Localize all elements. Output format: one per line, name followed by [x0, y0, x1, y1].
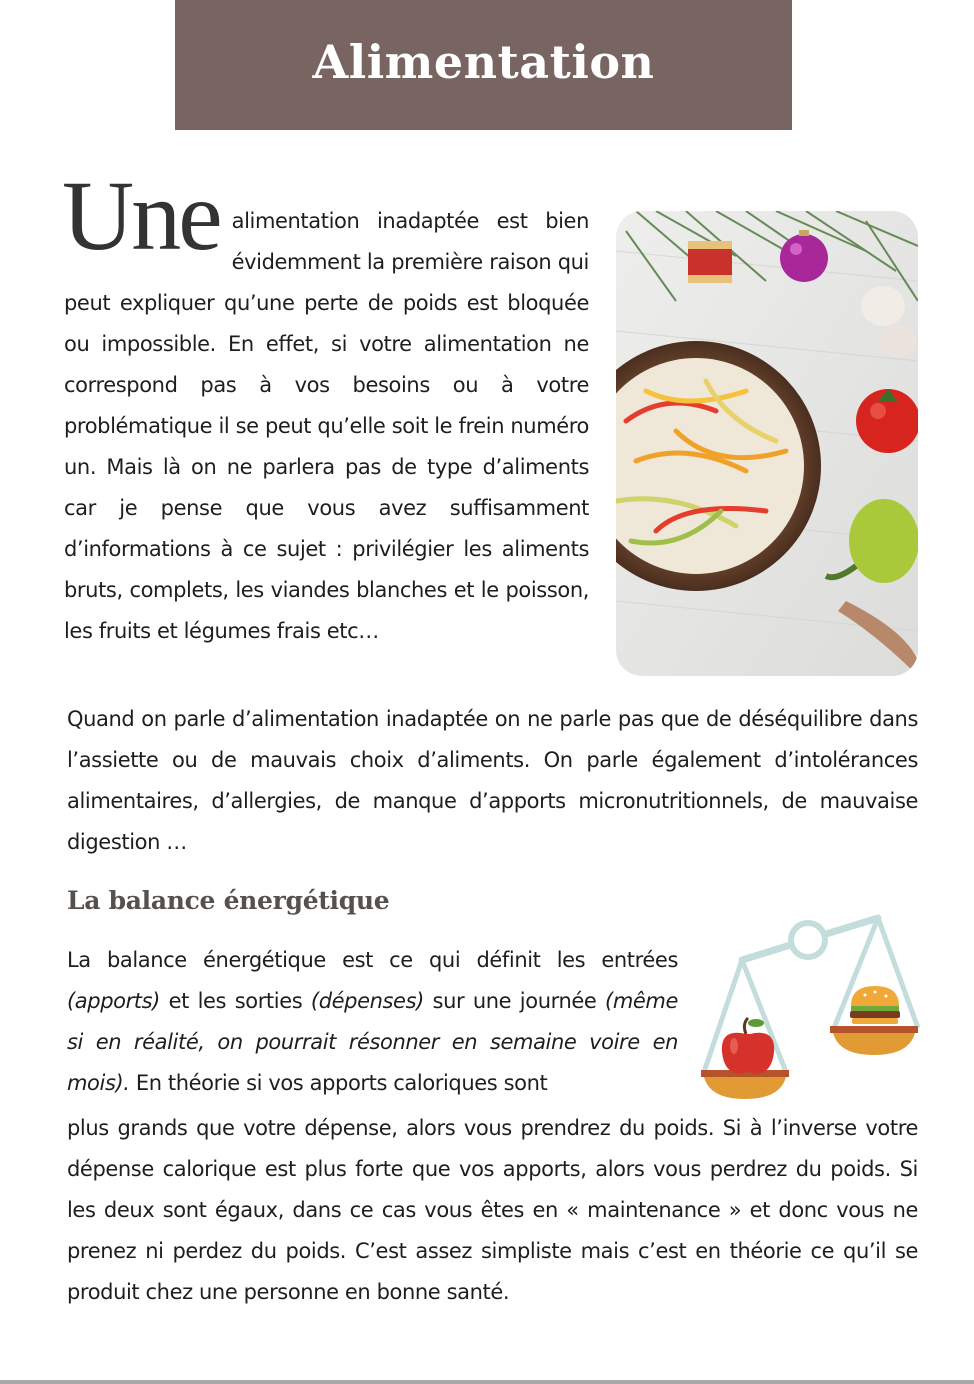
balance-text-mid2: sur une journée [423, 989, 606, 1013]
apports-term: (apports) [67, 989, 160, 1013]
balance-text-start: La balance énergétique est ce qui définit les entrées [67, 948, 678, 972]
intro-text: alimentation inadaptée est bien évidemment la première raison qui peut expliquer qu’une perte de poids est bloquée ou impossible. En effet, si votre alimentation ne correspond pas à vos besoins ou à votre problématique il se peut qu’elle soit le frein numéro un. Mais là on ne parlera pas de type d’aliments car je pense que vous avez suffisamment d’informations à ce sujet : privilégier les aliments bruts, complets, les viandes blanches et le poisson, les fruits et légumes frais etc… [64, 209, 589, 643]
intro-paragraph [62, 160, 589, 652]
depenses-term: (dépenses) [310, 989, 424, 1013]
page-title-banner [175, 0, 792, 213]
balance-text-end: En théorie si vos apports caloriques sont [129, 1071, 548, 1095]
burger-icon [850, 986, 900, 1024]
paragraph-3: plus grands que votre dépense, alors vous prendrez du poids. Si à l’inverse votre dépense calorique est plus forte que vos apports, alors vous perdrez du poids. Si les deux sont égaux, dans ce cas vous êtes en « maintenance » et donc vous ne prenez ni perdez du poids. C’est assez simpliste mais c’est en théorie ce qu’il se produit chez une personne en bonne santé. [67, 1116, 918, 1304]
page-bottom-divider [0, 1380, 974, 1384]
italic-note: (même si en réalité, on pourrait résonner en semaine voire en mois). [67, 989, 678, 1095]
drop-cap: Une [62, 160, 220, 271]
balance-scale-icon [700, 912, 922, 1104]
balance-paragraph [67, 940, 678, 1104]
salad-photo [616, 211, 918, 676]
section-title: La balance énergétique [67, 886, 390, 915]
paragraph-2: Quand on parle d’alimentation inadaptée on ne parle pas que de déséquilibre dans l’assiette ou de mauvais choix d’aliments. On parle également d’intolérances alimentaires, d’allergies, de manque d’apports micronutritionnels, de mauvaise digestion … [67, 707, 918, 854]
balance-text-mid: et les sorties [159, 989, 311, 1013]
page-title: Alimentation inadaptée [312, 35, 655, 213]
salad-illustration [616, 211, 918, 676]
